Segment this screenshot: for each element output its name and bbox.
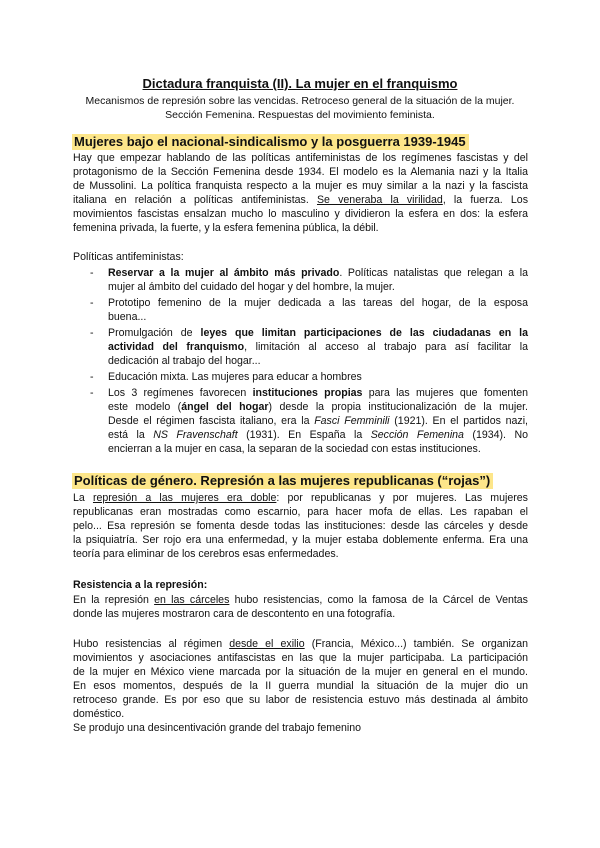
list-item-line: actividad del franquismo, limitación al acceso al trabajo para así facilitar la bbox=[108, 341, 528, 353]
list-item-line: Reservar a la mujer al ámbito más privado. Políticas natalistas que relegan a la bbox=[108, 267, 529, 279]
list-intro: Políticas antifeministas: bbox=[73, 251, 184, 263]
paragraph-line: italiana en relación a políticas antifeministas. Se veneraba la virilidad, la fuerza. Los bbox=[73, 194, 528, 206]
section-heading: Políticas de género. Represión a las mujeres republicanas (“rojas”) bbox=[72, 473, 493, 489]
bullet-dash: - bbox=[90, 327, 94, 339]
bullet-dash: - bbox=[90, 267, 94, 279]
list-item-line: dedicación al trabajo del hogar... bbox=[108, 355, 261, 367]
paragraph-line: Hay que empezar hablando de las políticas antifeministas de los regímenes fascistas y del bbox=[73, 152, 528, 164]
sub-heading: Resistencia a la represión: bbox=[73, 579, 208, 591]
list-item-line: este modelo (ángel del hogar) desde la propia institucionalización de la mujer. bbox=[108, 401, 528, 413]
list-item-line: está la NS Fravenschaft (1931). En España la Sección Femenina (1934). No bbox=[108, 429, 528, 441]
paragraph-line: Hubo resistencias al régimen desde el exilio (Francia, México...) también. Se organizan bbox=[73, 638, 528, 650]
paragraph-line: de la mujer en México viene marcada por la situación de la mujer en general en el mundo. bbox=[73, 666, 528, 678]
paragraph-line: En la represión en las cárceles hubo resistencias, como la famosa de la Cárcel de Ventas bbox=[73, 594, 528, 606]
list-item-line: buena... bbox=[108, 311, 147, 323]
paragraph-line: republicanas eran mostradas como escarnio, para hacer mofa de ellas. Les rapaban el bbox=[73, 506, 528, 518]
list-item-line: mujer al ámbito del cuidado del hogar y del hombre, la mujer. bbox=[108, 281, 395, 293]
paragraph-line: femenina privada, la fuerte, y la esfera femenina pública, la débil. bbox=[73, 222, 379, 234]
paragraph-line: retroceso grande. Es por eso que su labor de resistencia estuvo más destinada al ámbito bbox=[73, 694, 528, 706]
paragraph-line: donde las mujeres mostraron cara de descontento en una fotografía. bbox=[73, 608, 396, 620]
paragraph-line: la psiquiatría. Ser rojo era una enfermedad, y la mujer estaba doblemente enferma. Era una bbox=[73, 534, 528, 546]
list-item-line: Los 3 regímenes favorecen instituciones propias para las mujeres que fomenten bbox=[108, 387, 528, 399]
underlined-text: en las cárceles bbox=[154, 594, 230, 606]
paragraph-line: La represión a las mujeres era doble: por republicanas y por mujeres. Las mujeres bbox=[73, 492, 528, 504]
page-title: Dictadura franquista (II). La mujer en el franquismo bbox=[142, 76, 458, 91]
paragraph-line: En esos momentos, después de la II guerra mundial la situación de la mujer dio un bbox=[73, 680, 528, 692]
underlined-text: represión a las mujeres era doble bbox=[92, 492, 277, 504]
list-item-line: Desde el régimen fascista italiano, era la Fasci Femminili (1921). En el partidos nazi, bbox=[108, 415, 528, 427]
paragraph-line: protagonismo de la Sección Femenina desde 1934. El modelo es la Alemania nazi y la Italia bbox=[73, 166, 528, 178]
list-item-line: Educación mixta. Las mujeres para educar a hombres bbox=[108, 371, 362, 383]
underlined-text: Se veneraba la virilidad bbox=[316, 194, 443, 206]
paragraph-line: movimientos fascistas ensalzan mucho lo masculino y dividieron la esfera en dos: la esfera bbox=[73, 208, 528, 220]
paragraph-line: teoría para eliminar de los cerebros esas enfermedades. bbox=[73, 548, 339, 560]
subtitle-line: Mecanismos de represión sobre las vencidas. Retroceso general de la situación de la mujer. bbox=[85, 95, 515, 107]
list-item-line: encierran a la mujer en casa, la separan de la sociedad con estas instituciones. bbox=[108, 443, 481, 455]
paragraph-line: pelo... Esa represión se fomenta desde todas las instituciones: desde las cárceles y desde bbox=[73, 520, 528, 532]
paragraph-line: de Mussolini. La política franquista respecto a la mujer es muy similar a la nazi y la fascista bbox=[73, 180, 528, 192]
paragraph-line: movimientos y asociaciones antifascistas en las que la mujer participaba. La participación bbox=[73, 652, 528, 664]
list-item-line: Prototipo femenino de la mujer dedicada a las tareas del hogar, de la esposa bbox=[108, 297, 528, 309]
paragraph-line: Se produjo una desincentivación grande del trabajo femenino bbox=[73, 722, 361, 734]
section-heading: Mujeres bajo el nacional-sindicalismo y la posguerra 1939-1945 bbox=[72, 134, 469, 150]
subtitle-line: Sección Femenina. Respuestas del movimiento feminista. bbox=[165, 109, 435, 121]
bullet-dash: - bbox=[90, 371, 94, 383]
bullet-dash: - bbox=[90, 297, 94, 309]
bullet-dash: - bbox=[90, 387, 94, 399]
underlined-text: desde el exilio bbox=[229, 638, 305, 650]
paragraph-line: doméstico. bbox=[73, 708, 125, 720]
list-item-line: Promulgación de leyes que limitan participaciones de las ciudadanas en la bbox=[108, 327, 528, 339]
